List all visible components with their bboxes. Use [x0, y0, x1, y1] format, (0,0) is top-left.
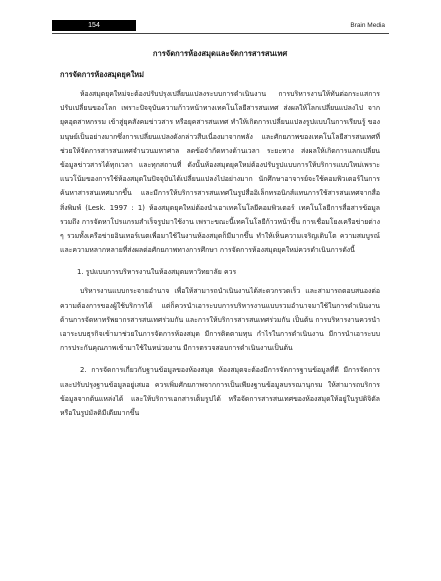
spacer: [60, 355, 380, 363]
header-rule: [52, 33, 389, 34]
spacer: [60, 257, 380, 265]
page-header: [0, 0, 441, 40]
list-item-1-heading: 1. รูปแบบการบริหารงานในห้องสมุดมหาวิทยาลัย ควร: [77, 268, 237, 277]
document-body: [60, 48, 380, 568]
section-heading: การจัดการห้องสมุดยุคใหม่: [60, 70, 145, 79]
list-item-2-body: 2. การจัดการเกี่ยวกับฐานข้อมูลของห้องสมุด ห้องสมุดจะต้องมีการจัดการฐานข้อมูลที่ดี มีการจัดการ และปรับปรุงฐานข้อมูลอยู่เสมอ ควรเพิ่มศักยภาพจากการเป็นเพียงฐานข้อมูลบรรณานุกรม ให้สามารถบริการข้อมูลจากต้นแหล่งได้ และให้บริการเอกสารเต็มรูปได้ หรือจัดการสารสนเทศของห้องสมุดให้อยู่ในรูปดิจิตัล หรือในรูปมัลติมีเดียมากขึ้น: [60, 366, 380, 418]
publisher-name: Brain Media: [350, 22, 385, 29]
page-title: การจัดการห้องสมุดและจัดการสารสนเทศ: [152, 49, 288, 58]
page-number: 154: [52, 20, 136, 31]
list-item-1-body: บริหารงานแบบกระจายอำนาจ เพื่อให้สามารถนำเนินงานได้สะดวกรวดเร็ว และสามารถตอบสนองต่อความต้องการของผู้ใช้บริการได้ แต่ก็ควรนำเอาระบบการบริหารงานแบบรวมอำนาจมาใช้ในการดำเนินงานด้านการจัดหาทรัพยากรสารสนเทศร่วมกัน และการให้บริการสารสนเทศร่วมกัน เป็นต้น การบริหารงานควรนำเอาระบบธุรกิจเข้ามาช่วยในการจัดการห้องสมุด มีการติดตามทุน กำไรในการดำเนินงาน มีการนำเอาระบบการประกันคุณภาพเข้ามาใช้ในหน่วยงาน มีการตรวจสอบการดำเนินงานเป็นต้น: [60, 287, 380, 353]
paragraph-intro: ห้องสมุดยุคใหม่จะต้องปรับปรุงเปลี่ยนแปลงระบบการดำเนินงาน การบริหารงานให้ทันต่อกระแสการปรับเปลี่ยนของโลก เพราะปัจจุบันความก้าวหน้าทางเทคโนโลยีสารสนเทศ ส่งผลให้โลกเปลี่ยนแปลงไป จากยุคอุตสาหกรรม เข้าสู่ยุคสังคมข่าวสาร หรือยุคสารสนเทศ ทำให้เกิดการเปลี่ยนแปลงรูปแบบในการเรียนรู้ ของมนุษย์เป็นอย่างมากซึ่งการเปลี่ยนแปลงดังกล่าวสืบเนื่องมาจากพลัง และศักยภาพของเทคโนโลยีสารสนเทศที่ช่วยให้จัดการสารสนเทศจำนวนมหาศาล ลดข้อจำกัดทางด้านเวลา ระยะทาง ส่งผลให้เกิดการแลกเปลี่ยนข้อมูลข่าวสารได้ทุกเวลา และทุกสถานที่ ดังนั้นห้องสมุดยุคใหม่ต้องปรับรูปแบบการให้บริการแบบใหม่เพราะแนวโน้มของการใช้ห้องสมุดในปัจจุบันได้เปลี่ยนแปลงไปอย่างมาก นักศึกษาอาจารย์จะใช้คอมพิวเตอร์ในการค้นหาสารสนเทศมากขึ้น และมีการให้บริการสารสนเทศในรูปสื่ออิเล็กทรอนิกส์แทนการใช้สารสนเทศจากสื่อสิ่งพิมพ์ (Lesk. 1997 : 1) ห้องสมุดยุคใหม่ต้องนำเอาเทคโนโลยีคอมพิวเตอร์ เทคโนโลยีการสื่อสารข้อมูล รวมถึง การจัดหาโปรแกรมสำเร็จรูปมาใช้งาน เพราะขณะนี้เทคโนโลยีก้าวหน้าขึ้น การเชื่อมโยงเครือข่ายต่าง ๆ รวมทั้งเครือข่ายอินเทอร์เนตเพื่อมาใช้ในงานห้องสมุดก็มีมากขึ้น ทำให้เห็นความเจริญเติบโต ความสมบูรณ์ และความหลากหลายที่ส่งผลต่อศักยภาพทางการศึกษา การจัดการห้องสมุดยุคใหม่ควรดำเนินการดังนี้: [60, 90, 380, 255]
